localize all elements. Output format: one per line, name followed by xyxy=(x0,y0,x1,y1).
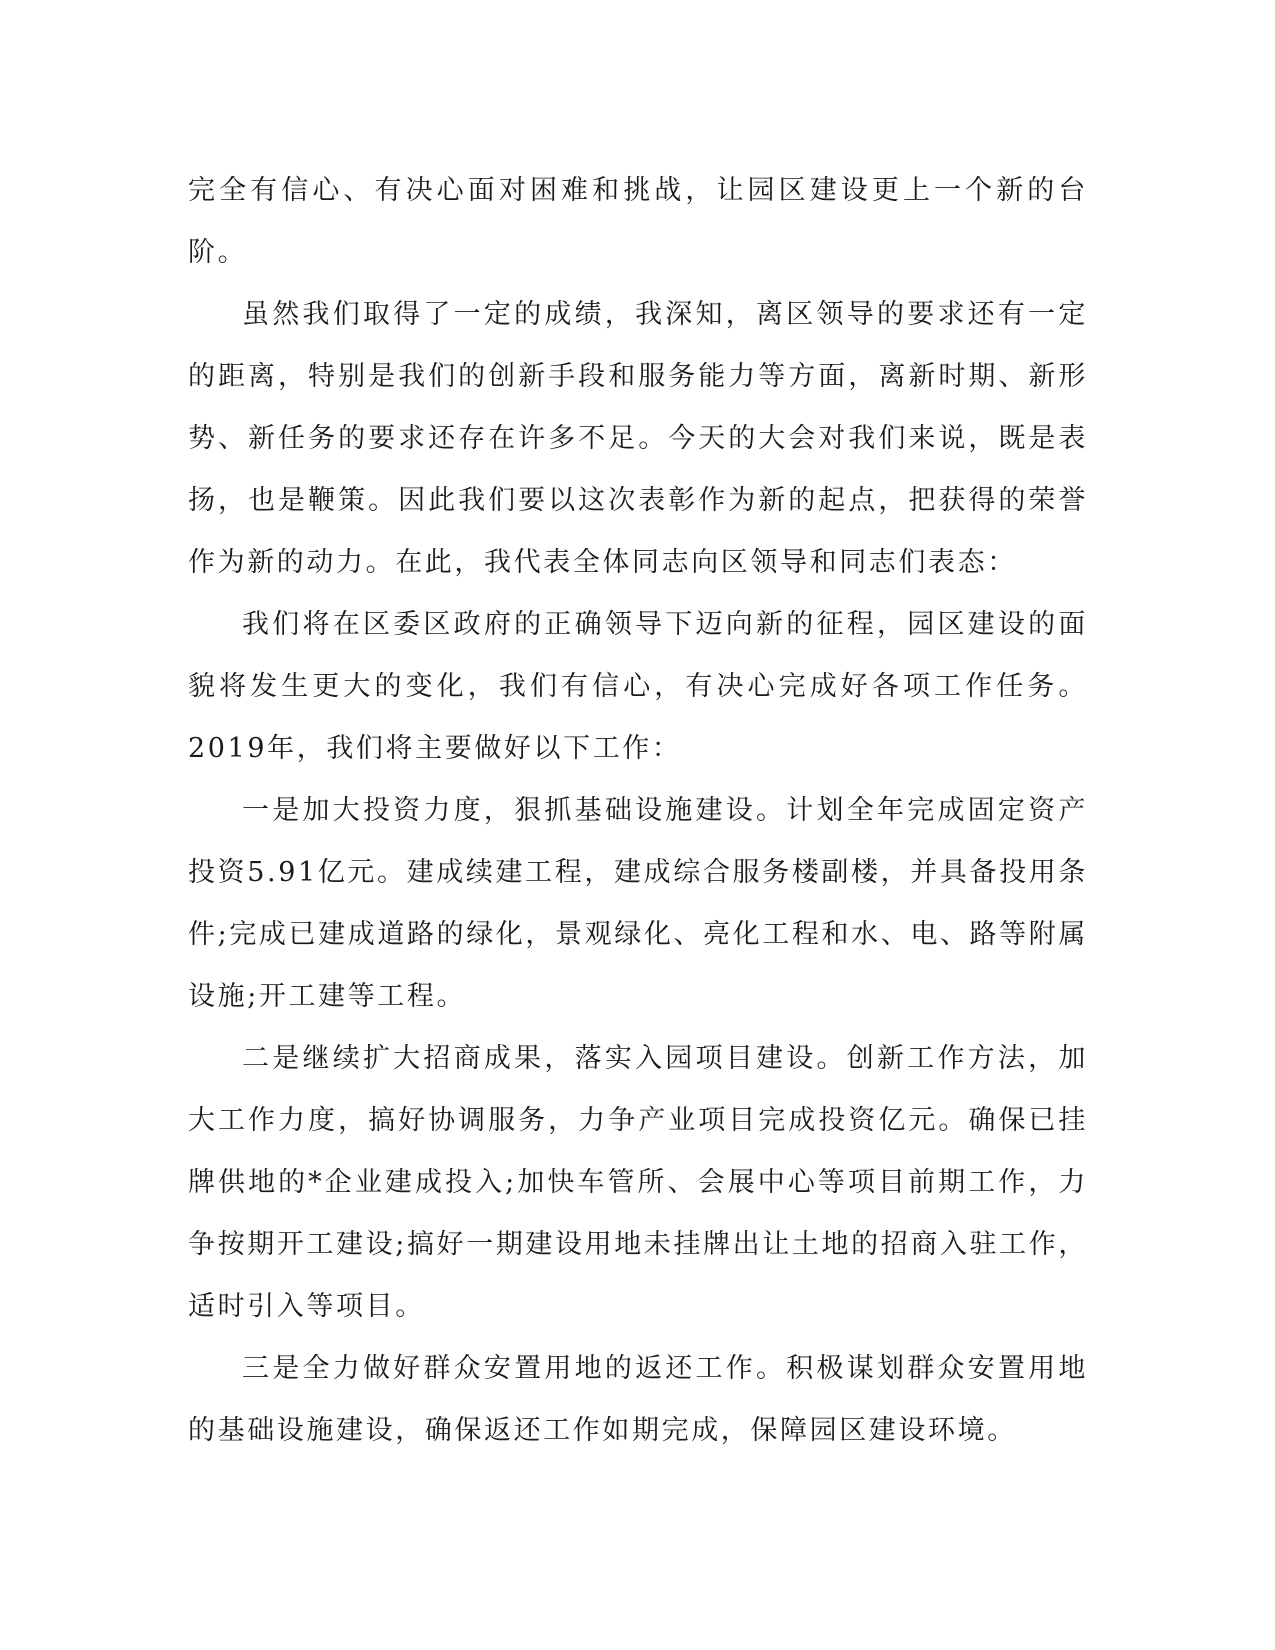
paragraph-task-three: 三是全力做好群众安置用地的返还工作。积极谋划群众安置用地的基础设施建设，确保返还工作如期完成，保障园区建设环境。 xyxy=(188,1353,1088,1446)
document-body xyxy=(188,160,1088,1462)
paragraph-commitment: 我们将在区委区政府的正确领导下迈向新的征程，园区建设的面貌将发生更大的变化，我们有信心，有决心完成好各项工作任务。2019年，我们将主要做好以下工作： xyxy=(188,609,1088,764)
paragraph-continuation: 完全有信心、有决心面对困难和挑战，让园区建设更上一个新的台阶。 xyxy=(188,175,1088,268)
paragraph-task-one: 一是加大投资力度，狠抓基础设施建设。计划全年完成固定资产投资5.91亿元。建成续建工程，建成综合服务楼副楼，并具备投用条件;完成已建成道路的绿化，景观绿化、亮化工程和水、电、路等附属设施;开工建等工程。 xyxy=(188,795,1088,1012)
paragraph-achievements: 虽然我们取得了一定的成绩，我深知，离区领导的要求还有一定的距离，特别是我们的创新手段和服务能力等方面，离新时期、新形势、新任务的要求还存在许多不足。今天的大会对我们来说，既是表扬，也是鞭策。因此我们要以这次表彰作为新的起点，把获得的荣誉作为新的动力。在此，我代表全体同志向区领导和同志们表态： xyxy=(188,299,1088,578)
paragraph-task-two: 二是继续扩大招商成果，落实入园项目建设。创新工作方法，加大工作力度，搞好协调服务，力争产业项目完成投资亿元。确保已挂牌供地的*企业建成投入;加快车管所、会展中心等项目前期工作，力争按期开工建设;搞好一期建设用地未挂牌出让土地的招商入驻工作，适时引入等项目。 xyxy=(188,1043,1088,1322)
